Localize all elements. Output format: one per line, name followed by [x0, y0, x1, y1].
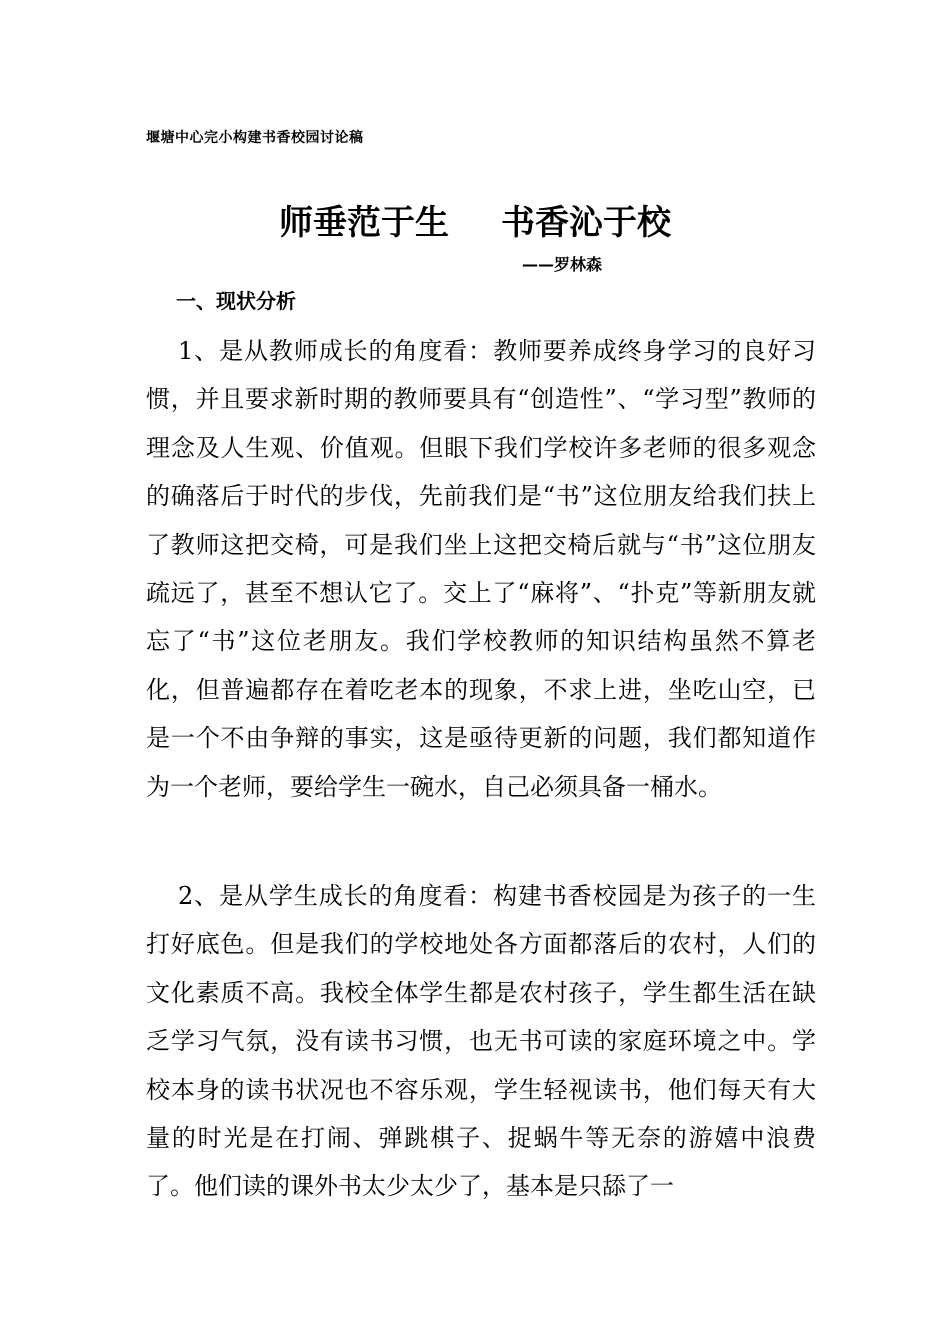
paragraph-student-growth: 2、是从学生成长的角度看：构建书香校园是为孩子的一生打好底色。但是我们的学校地处各方面都落后的农村，人们的文化素质不高。我校全体学生都是农村孩子，学生都生活在缺乏学习气氛，没有读书习惯，也无书可读的家庭环境之中。学校本身的读书状况也不容乐观，学生轻视读书，他们每天有大量的时光是在打闹、弹跳棋子、捉蜗牛等无奈的游嬉中浪费了。他们读的课外书太少太少了，基本是只舔了一 — [146, 882, 816, 1201]
header-note: 堰塘中心完小构建书香校园讨论稿 — [146, 130, 364, 146]
section-heading: 一、现状分析 — [176, 289, 296, 313]
document-title — [0, 196, 950, 250]
author-byline: ——罗林森 — [522, 255, 603, 274]
title-left: 师垂范于生 — [279, 203, 449, 243]
title-right: 书香沁于校 — [501, 203, 671, 243]
paragraph-teacher-growth: 1、是从教师成长的角度看：教师要养成终身学习的良好习惯，并且要求新时期的教师要具有“创造性”、“学习型”教师的理念及人生观、价值观。但眼下我们学校许多老师的很多观念的确落后于时代的步伐，先前我们是“书”这位朋友给我们扶上了教师这把交椅，可是我们坐上这把交椅后就与“书”这位朋友疏远了，甚至不想认它了。交上了“麻将”、“扑克”等新朋友就忘了“书”这位老朋友。我们学校教师的知识结构虽然不算老化，但普遍都存在着吃老本的现象，不求上进，坐吃山空，已是一个不由争辩的事实，这是亟待更新的问题，我们都知道作为一个老师，要给学生一碗水，自己必须具备一桶水。 — [146, 337, 816, 801]
